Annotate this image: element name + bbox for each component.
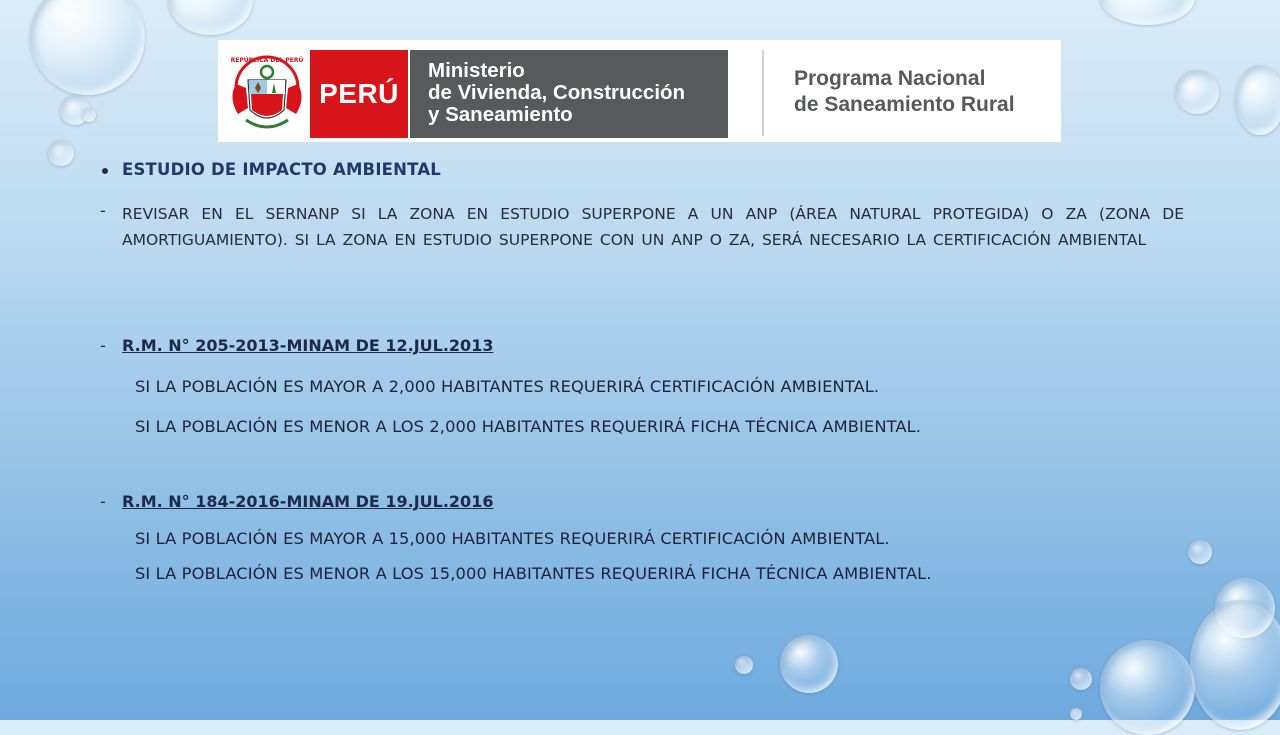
peru-label: PERÚ xyxy=(310,50,408,138)
ministry-line: y Saneamiento xyxy=(428,103,573,126)
emblem-text: REPÚBLICA DEL PERÚ xyxy=(230,57,304,64)
bullet-icon xyxy=(102,168,108,174)
ministry-line: Ministerio xyxy=(428,59,525,82)
regulation-heading: R.M. N° 205-2013-MINAM DE 12.JUL.2013 xyxy=(122,336,494,355)
dash-marker: - xyxy=(100,201,106,220)
dash-marker: - xyxy=(100,336,106,355)
program-line: Programa Nacional xyxy=(794,67,986,90)
regulation-rule: SI LA POBLACIÓN ES MENOR A LOS 2,000 HABITANTES REQUERIRÁ FICHA TÉCNICA AMBIENTAL. xyxy=(135,417,922,436)
ministry-line: de Vivienda, Construcción xyxy=(428,81,686,104)
dash-marker: - xyxy=(100,492,106,511)
section-title: ESTUDIO DE IMPACTO AMBIENTAL xyxy=(122,160,442,179)
regulation-rule: SI LA POBLACIÓN ES MENOR A LOS 15,000 HABITANTES REQUERIRÁ FICHA TÉCNICA AMBIENTAL. xyxy=(135,564,932,583)
program-line: de Saneamiento Rural xyxy=(794,93,1015,116)
regulation-rule: SI LA POBLACIÓN ES MAYOR A 15,000 HABITANTES REQUERIRÁ CERTIFICACIÓN AMBIENTAL. xyxy=(135,529,890,548)
regulation-heading: R.M. N° 184-2016-MINAM DE 19.JUL.2016 xyxy=(122,492,494,511)
regulation-rule: SI LA POBLACIÓN ES MAYOR A 2,000 HABITANTES REQUERIRÁ CERTIFICACIÓN AMBIENTAL. xyxy=(135,377,880,396)
intro-paragraph: REVISAR EN EL SERNANP SI LA ZONA EN ESTUDIO SUPERPONE A UN ANP (ÁREA NATURAL PROTEGIDA) O ZA (ZONA DE AMORTIGUAMIENTO). SI LA ZONA EN ESTUDIO SUPERPONE CON UN ANP O ZA, SERÁ NECESARIO LA CERTIFICACIÓN AMBIENTAL xyxy=(122,205,1184,249)
